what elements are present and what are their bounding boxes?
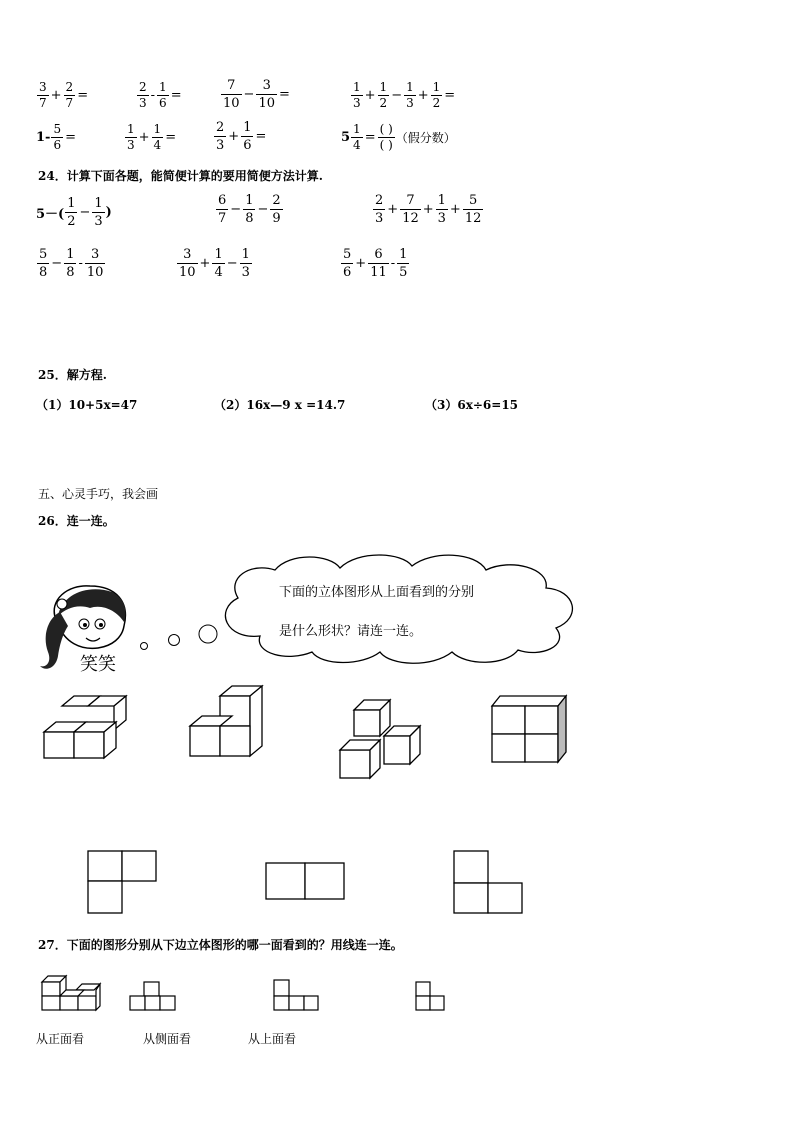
solid-2	[190, 686, 262, 756]
q27-title: 27．下面的图形分别从下边立体图形的哪一面看到的？用线连一连。	[38, 938, 403, 952]
expr-r2-4: 5 $\frac{1}{4}$ = ( ) ( ) （假分数）	[341, 122, 456, 152]
solid-1	[44, 696, 126, 758]
view-l-shape	[88, 851, 156, 913]
expr-q24-2: $\frac{6}{7}$ − $\frac{1}{8}$ − $\frac{2}{9}$	[218, 193, 281, 226]
label-top-view: 从上面看	[248, 1032, 297, 1046]
fraction: $\frac{3}{7}$	[39, 80, 47, 110]
expr-r1-1: $\frac{3}{7}$ + $\frac{2}{7}$ =	[39, 80, 89, 110]
expr-q24-1: 5－( $\frac{1}{2}$ − $\frac{1}{3}$ )	[36, 196, 112, 229]
equation-2: （2）16x—9 x =14.7	[214, 398, 346, 412]
expr-r1-3: $\frac{7}{10}$ − $\frac{3}{10}$ =	[223, 78, 290, 111]
girl-name-label: 笑笑	[80, 654, 116, 675]
expr-q24-4: $\frac{5}{8}$ − $\frac{1}{8}$ - $\frac{3}{10}$	[39, 247, 104, 280]
expr-r2-3: $\frac{2}{3}$ + $\frac{1}{6}$ =	[216, 120, 267, 153]
q27-view-b	[274, 980, 318, 1010]
q26-title: 26．连一连。	[38, 514, 115, 528]
bubble-dot-medium	[169, 635, 180, 646]
solid-3	[340, 700, 420, 778]
expr-q24-5: $\frac{3}{10}$ + $\frac{1}{4}$ − $\frac{1}{3}$	[179, 247, 250, 280]
bubble-text-line2: 是什么形状？请连一连。	[279, 624, 423, 639]
bubble-dot-large	[199, 625, 217, 643]
cloud-shape	[225, 555, 572, 663]
section-5-title: 五、心灵手巧，我会画	[38, 487, 159, 501]
expr-q24-3: $\frac{2}{3}$ + $\frac{7}{12}$ + $\frac{1}{3}$ + $\frac{5}{12}$	[375, 193, 482, 226]
q27-view-c	[416, 982, 444, 1010]
expr-r2-2: $\frac{1}{3}$ + $\frac{1}{4}$ =	[127, 122, 177, 152]
equation-3: （3）6x÷6=15	[425, 398, 519, 412]
q26-solids	[30, 680, 590, 790]
expr-r1-4: $\frac{1}{3}$ + $\frac{1}{2}$ − $\frac{1}{3}$ + $\frac{1}{2}$ =	[353, 80, 456, 110]
bubble-dot-small	[141, 643, 148, 650]
solid-4	[492, 696, 566, 762]
q27-solid	[42, 976, 100, 1010]
view-two-squares	[266, 863, 344, 899]
expr-r2-1: 1- $\frac{5}{6}$ =	[36, 122, 76, 152]
q26-top-views	[80, 845, 540, 920]
q27-view-a	[130, 982, 175, 1010]
label-front-view: 从正面看	[36, 1032, 85, 1046]
equation-1: （1）10+5x=47	[36, 398, 138, 412]
q27-figures	[36, 960, 456, 1020]
view-reverse-l	[454, 851, 522, 913]
q24-title: 24．计算下面各题，能简便计算的要用简便方法计算.	[38, 169, 323, 183]
expr-r1-2: $\frac{2}{3}$ - $\frac{1}{6}$ =	[139, 80, 182, 110]
label-side-view: 从侧面看	[143, 1032, 192, 1046]
thought-bubble	[130, 548, 590, 668]
q25-title: 25．解方程.	[38, 368, 107, 382]
expr-q24-6: $\frac{5}{6}$ + $\frac{6}{11}$ - $\frac{1}{5}$	[343, 247, 408, 280]
bubble-text-line1: 下面的立体图形从上面看到的分别	[279, 585, 475, 600]
